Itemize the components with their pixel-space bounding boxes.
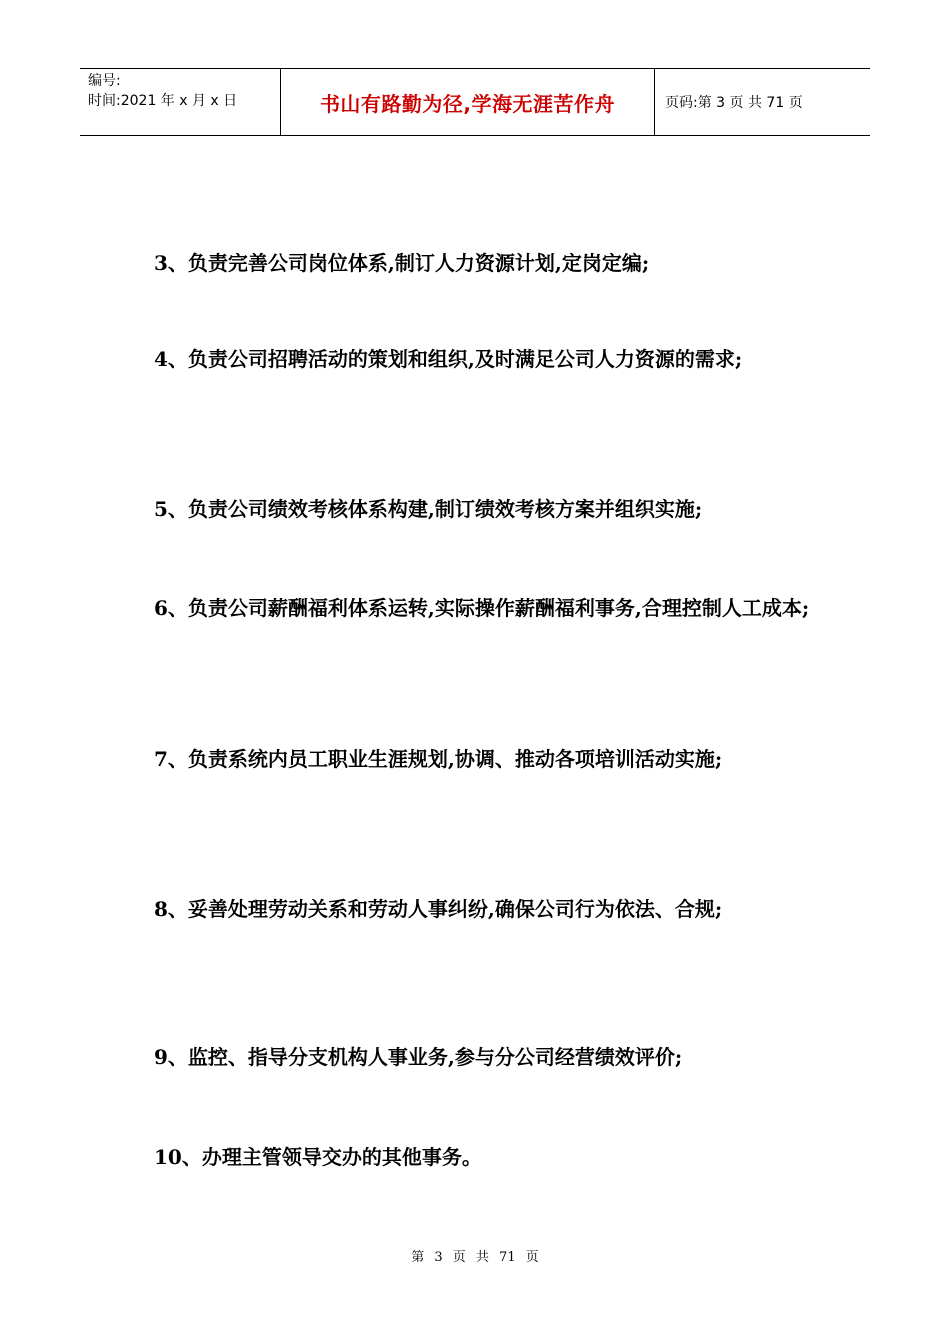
header-page-info: 页码:第 3 页 共 71 页 (665, 95, 803, 111)
document-code-label: 编号: (88, 73, 121, 89)
duty-item-9: 9、监控、指导分支机构人事业务,参与分公司经营绩效评价; (154, 1045, 683, 1069)
duty-item-7: 7、负责系统内员工职业生涯规划,协调、推动各项培训活动实施; (154, 747, 723, 771)
page-footer: 第 3 页 共 71 页 (411, 1250, 539, 1265)
duty-item-4: 4、负责公司招聘活动的策划和组织,及时满足公司人力资源的需求; (154, 347, 743, 371)
header-motto-cell (281, 69, 655, 135)
duty-item-3: 3、负责完善公司岗位体系,制订人力资源计划,定岗定编; (154, 251, 650, 275)
duty-item-5: 5、负责公司绩效考核体系构建,制订绩效考核方案并组织实施; (154, 497, 703, 521)
header-page-info-cell (655, 69, 870, 135)
duty-item-10: 10、办理主管领导交办的其他事务。 (154, 1145, 482, 1169)
header-meta (80, 69, 281, 135)
duty-item-6: 6、负责公司薪酬福利体系运转,实际操作薪酬福利事务,合理控制人工成本; (154, 596, 810, 620)
header-motto: 书山有路勤为径,学海无涯苦作舟 (319, 91, 616, 116)
duty-item-8: 8、妥善处理劳动关系和劳动人事纠纷,确保公司行为依法、合规; (154, 897, 723, 921)
page-header (80, 68, 870, 136)
document-time-label: 时间:2021 年 x 月 x 日 (88, 93, 238, 109)
